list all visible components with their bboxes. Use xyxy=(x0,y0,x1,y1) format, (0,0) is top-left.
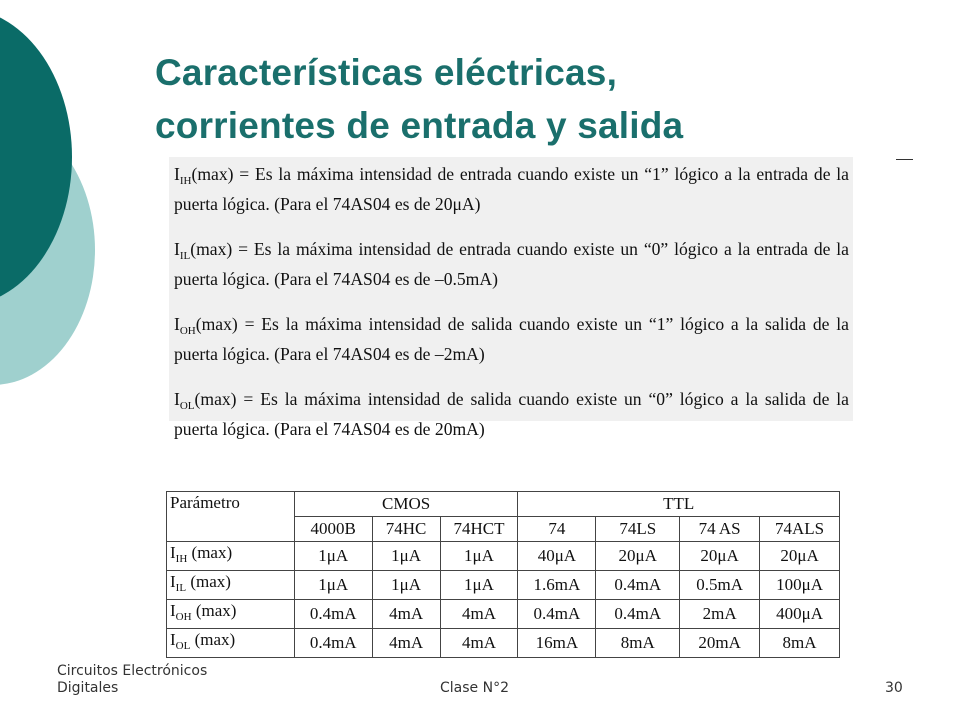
decor-dash xyxy=(896,159,913,160)
table-family: 74 xyxy=(518,517,596,542)
parameters-table xyxy=(166,491,840,658)
table-cell: 1μA xyxy=(440,571,518,600)
definition-symbol: $I_{OL}$ xyxy=(174,389,195,412)
table-cell: 100μA xyxy=(760,571,840,600)
definition-text: (max) = Es la máxima intensidad de entrada cuando existe un “1” lógico a la entrada de la puerta lógica. (Para el 74AS04 es de 20μA) xyxy=(174,164,849,214)
table-cell: 1.6mA xyxy=(518,571,596,600)
table-cell: 20μA xyxy=(760,542,840,571)
table-cell: 20mA xyxy=(680,629,760,658)
definitions-panel xyxy=(169,157,853,439)
footer-course xyxy=(57,663,257,697)
table-row xyxy=(167,600,840,629)
table-cell: 2mA xyxy=(680,600,760,629)
table-family: 74ALS xyxy=(760,517,840,542)
table-row-label: $I_{OH}$ (max) xyxy=(167,600,295,629)
table-cell: 20μA xyxy=(596,542,680,571)
table-cell: 0.4mA xyxy=(518,600,596,629)
definition-symbol: $I_{IH}$ xyxy=(174,164,192,187)
footer-page-number: 30 xyxy=(885,680,903,696)
footer-course-line-1: Circuitos Electrónicos xyxy=(57,663,208,679)
table-cell: 1μA xyxy=(294,571,372,600)
table-cell: 4mA xyxy=(440,600,518,629)
table-family: 74LS xyxy=(596,517,680,542)
definition-iol xyxy=(174,388,849,441)
table-row xyxy=(167,571,840,600)
table-cell: 1μA xyxy=(372,571,440,600)
table-cell: 8mA xyxy=(760,629,840,658)
footer-class: Clase N°2 xyxy=(440,680,509,696)
table-cell: 1μA xyxy=(440,542,518,571)
definition-ioh xyxy=(174,313,849,366)
table-cell: 40μA xyxy=(518,542,596,571)
definition-symbol: $I_{OH}$ xyxy=(174,314,196,337)
table-cell: 0.5mA xyxy=(680,571,760,600)
slide-title xyxy=(155,46,875,152)
table-cell: 0.4mA xyxy=(294,600,372,629)
table-family: 4000B xyxy=(294,517,372,542)
definition-text: (max) = Es la máxima intensidad de entrada cuando existe un “0” lógico a la entrada de la puerta lógica. (Para el 74AS04 es de –0.5mA) xyxy=(174,239,849,289)
table-row-label: $I_{IL}$ (max) xyxy=(167,571,295,600)
definition-iih xyxy=(174,163,849,216)
table-cell: 1μA xyxy=(294,542,372,571)
title-line-1: Características eléctricas, xyxy=(155,52,618,93)
table-family: 74 AS xyxy=(680,517,760,542)
definition-symbol: $I_{IL}$ xyxy=(174,239,191,262)
table-cell: 16mA xyxy=(518,629,596,658)
table-cell: 0.4mA xyxy=(596,600,680,629)
table-header-parameter: Parámetro xyxy=(167,492,295,542)
footer-course-line-2: Digitales xyxy=(57,680,119,696)
table-cell: 4mA xyxy=(372,600,440,629)
table-cell: 0.4mA xyxy=(596,571,680,600)
table-cell: 20μA xyxy=(680,542,760,571)
table-row xyxy=(167,629,840,658)
table-family: 74HC xyxy=(372,517,440,542)
table-header-row xyxy=(167,492,840,517)
table-cell: 8mA xyxy=(596,629,680,658)
table-group-ttl: TTL xyxy=(518,492,840,517)
definition-iil xyxy=(174,238,849,291)
table-cell: 1μA xyxy=(372,542,440,571)
table-family: 74HCT xyxy=(440,517,518,542)
table-cell: 0.4mA xyxy=(294,629,372,658)
definition-text: (max) = Es la máxima intensidad de salida cuando existe un “1” lógico a la salida de la puerta lógica. (Para el 74AS04 es de –2mA) xyxy=(174,314,849,364)
table-cell: 4mA xyxy=(440,629,518,658)
title-line-2: corrientes de entrada y salida xyxy=(155,105,684,146)
table-row xyxy=(167,542,840,571)
table-row-label: $I_{IH}$ (max) xyxy=(167,542,295,571)
table-group-cmos: CMOS xyxy=(294,492,518,517)
table-row-label: $I_{OL}$ (max) xyxy=(167,629,295,658)
definition-text: (max) = Es la máxima intensidad de salida cuando existe un “0” lógico a la salida de la puerta lógica. (Para el 74AS04 es de 20mA) xyxy=(174,389,849,439)
table-cell: 4mA xyxy=(372,629,440,658)
table-cell: 400μA xyxy=(760,600,840,629)
